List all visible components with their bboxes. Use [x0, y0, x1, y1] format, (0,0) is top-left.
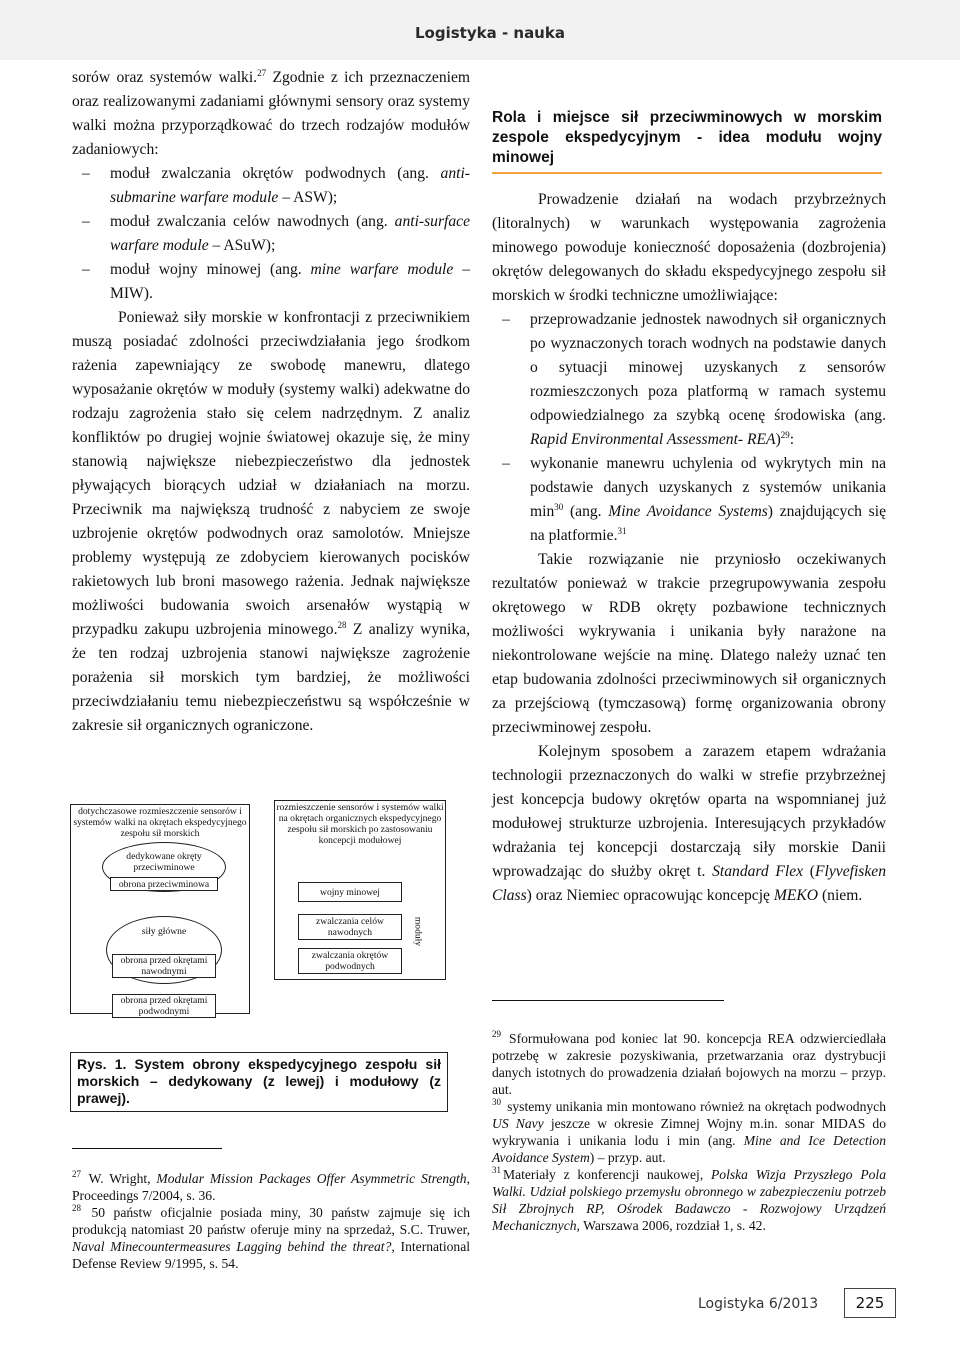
right-column — [492, 108, 886, 908]
footnote-28: $^{28}$ 50 państw oficjalnie posiada miny, 30 państw zajmuje się ich produkcją natomiast 20 państw oferuje miny na sprzedaż, S.C. Truwer, Naval Minecountermeasures Lagging behind the threat?, International Defense Review 9/1995, s. 54. — [72, 1203, 471, 1271]
section-title: Rola i miejsce sił przeciwminowych w morskim zespole ekspedycyjnym - idea modułu wojny minowej — [492, 108, 882, 174]
right-paragraph-3: Kolejnym sposobem a zarazem etapem wdrażania technologii przeznaczonych do walki w strefie przybrzeżnej jest koncepcja budowy okrętów oparta na wspomnianej już modułowej strukturze uzbrojenia. Interesujących przykładów wdrażania tej koncepcji dostarczają siły morskie Danii wprowadzając do służby okręt t. Standard Flex (Flyvefisken Class) oraz Niemiec opracowując koncepcję MEKO (niem. — [492, 743, 886, 904]
page-number: 225 — [844, 1288, 896, 1318]
list-item: – moduł zwalczania okrętów podwodnych (ang. anti-submarine warfare module – ASW); — [72, 162, 470, 210]
right-diagram-title: rozmieszczenie sensorów i systemów walki na okrętach organicznych ekspedycyjnego zespołu sił morskich po zastosowaniu koncepcji modułowej — [276, 802, 444, 846]
header-title: Logistyka - nauka — [415, 24, 565, 42]
footnote-30: $^{30}$ systemy unikania min montowano również na okrętach podwodnych US Navy jeszcze w okresie Zimnej Wojny m.in. sonar MIDAS do wykrywania i unikania lodu i min (ang. Mine and Ice Detection Avoidance System) – przyp. aut. — [492, 1097, 887, 1165]
left-paragraph-1: sorów oraz systemów walki.$^{27}$ Zgodnie z ich przeznaczeniem oraz realizowanymi zadaniami głównymi sensory oraz systemy walki można przyporządkować do trzech rodzajów modułów zadaniowych: — [72, 67, 471, 158]
capability-list — [492, 308, 886, 548]
list-item: – wykonanie manewru uchylenia od wykrytych min na podstawie danych uzyskanych z systemów unikania $\min^{30} (ang$. Mine Avoidance Systems) znajdujących się na platformie.$^{31}$ — [492, 452, 886, 548]
left-footnote-rule — [72, 1148, 222, 1149]
footnote-31: $^{31}$ Materiały z konferencji naukowej, Polska Wizja Przyszłego Pola Walki. Udział polskiego przemysłu obronnego w zabezpieczeniu potrzeb Sił Zbrojnych RP, Ośrodek Badawczo - Rozwojowy Urządzeń Mechanicznych, Warszawa 2006, rozdział 1, s. 42. — [492, 1165, 886, 1233]
right-paragraph-1: Prowadzenie działań na wodach przybrzeżnych (litoralnych) w warunkach występowania zagrożenia minowego powoduje konieczność doposażenia (dozbrojenia) okrętów delegowanych do składu ekspedycyjnego zespołu sił morskich w środki techniczne umożliwiające: — [492, 191, 886, 304]
right-paragraph-2: Takie rozwiązanie nie przyniosło oczekiwanych rezultatów ponieważ w trakcie przegrupowywania zespołu okrętowego w RDB okręty pozbawione technicznych możliwości wykrywania i unikania były narażone na niekontrolowane wejście na minę. Dlatego należy uznać ten etap budowania zdolności przeciwminowych sił organicznych za przejściową (tymczasową) formę organizowania obrony przeciwminowej zespołu. — [492, 551, 886, 736]
defense-system-diagram — [62, 798, 454, 1023]
page-header — [0, 0, 960, 60]
main-forces-label: siły główne — [141, 926, 187, 937]
dedicated-ships-label: dedykowane okręty przeciwminowe — [126, 851, 202, 873]
footnote-ref-28: 28 — [337, 619, 347, 630]
right-footnotes — [492, 1030, 886, 1234]
footnote-27: $^{27}$ W. Wright, Modular Mission Packages Offer Asymmetric Strength, Proceedings 7/2004, s. 36. — [72, 1169, 471, 1203]
list-item: – moduł zwalczania celów nawodnych (ang. anti-surface warfare module – ASuW); — [72, 210, 470, 258]
mine-warfare-module-box: wojny minowej — [298, 882, 402, 902]
footnote-29: $^{29}$ Sformułowana pod koniec lat 90. koncepcja REA odzwierciedlała potrzebę w zakresie pozyskiwania, przetwarzania oraz dystrybucji danych istotnych do prowadzenia działań bojowych na morzu – przyp. aut. — [492, 1029, 886, 1097]
submarine-warfare-module-box: zwalczania okrętów podwodnych — [298, 948, 402, 974]
left-paragraph-2: Ponieważ siły morskie w konfrontacji z przeciwnikiem muszą posiadać zdolności przeciwdziałania jego środkom rażenia zapewniający ze swobodę manewru, dlatego wyposażanie okrętów w moduły (systemy walki) adekwatne do rodzaju zagrożenia stało się celem nadrzędnym. Z analiz konfliktów po drugiej wojnie światowej okazuje się, że miny stanowią największe niebezpieczeństwo dla jednostek pływających biorących udział w działaniach na morzu. Przeciwnik ma największą trudność z nabyciem ze swoje uzbrojenie okrętów podwodnych oraz samolotów. Mniejsze problemy występują ze zdobyciem kierowanych pocisków rakietowych lub broni masowego rażenia. Jednak największe możliwości budowania swoich arsenałów wystąpią w przypadku zakupu uzbrojenia minowego.$^{28}$ Z analizy wynika, że ten rodzaj uzbrojenia stanowi największe zagrożenie porażenia sił morskich tym bardziej, że możliwości przeciwdziałaniu temu niebezpieczeństwu są współcześnie w zakresie sił organicznych ograniczone. — [72, 309, 470, 734]
module-list — [72, 162, 470, 306]
journal-name: Logistyka 6/2013 — [698, 1296, 819, 1312]
list-item: – moduł wojny minowej (ang. mine warfare module – MIW). — [72, 258, 470, 306]
left-column — [72, 66, 470, 738]
subsurface-defense-box: obrona przed okrętami podwodnymi — [112, 994, 216, 1018]
left-footnotes — [72, 1170, 470, 1272]
left-diagram-title: dotychczasowe rozmieszczenie sensorów i systemów walki na okrętach ekspedycyjnego zespołu sił morskich — [73, 806, 247, 839]
surface-defense-box: obrona przed okrętami nawodnymi — [112, 954, 216, 978]
figure-caption: Rys. 1. System obrony ekspedycyjnego zespołu sił morskich – dedykowany (z lewej) i modułowy (z prawej). — [70, 1052, 448, 1112]
list-item: – przeprowadzanie jednostek nawodnych sił organicznych po wyznaczonych torach wodnych na podstawie danych o sytuacji minowej uzyskanych z sensorów rozmieszczonych poza platformą w ramach systemu odpowiedzialnego za szybką ocenę środowiska (ang. Rapid Environmental Assessment- REA)$^{29}$: — [492, 308, 886, 452]
right-footnote-rule — [492, 1000, 724, 1001]
modules-label: moduły — [412, 916, 424, 947]
surface-warfare-module-box: zwalczania celów nawodnych — [298, 914, 402, 940]
mine-defense-box: obrona przeciwminowa — [110, 877, 218, 891]
footnote-ref-27: 27 — [257, 67, 267, 78]
